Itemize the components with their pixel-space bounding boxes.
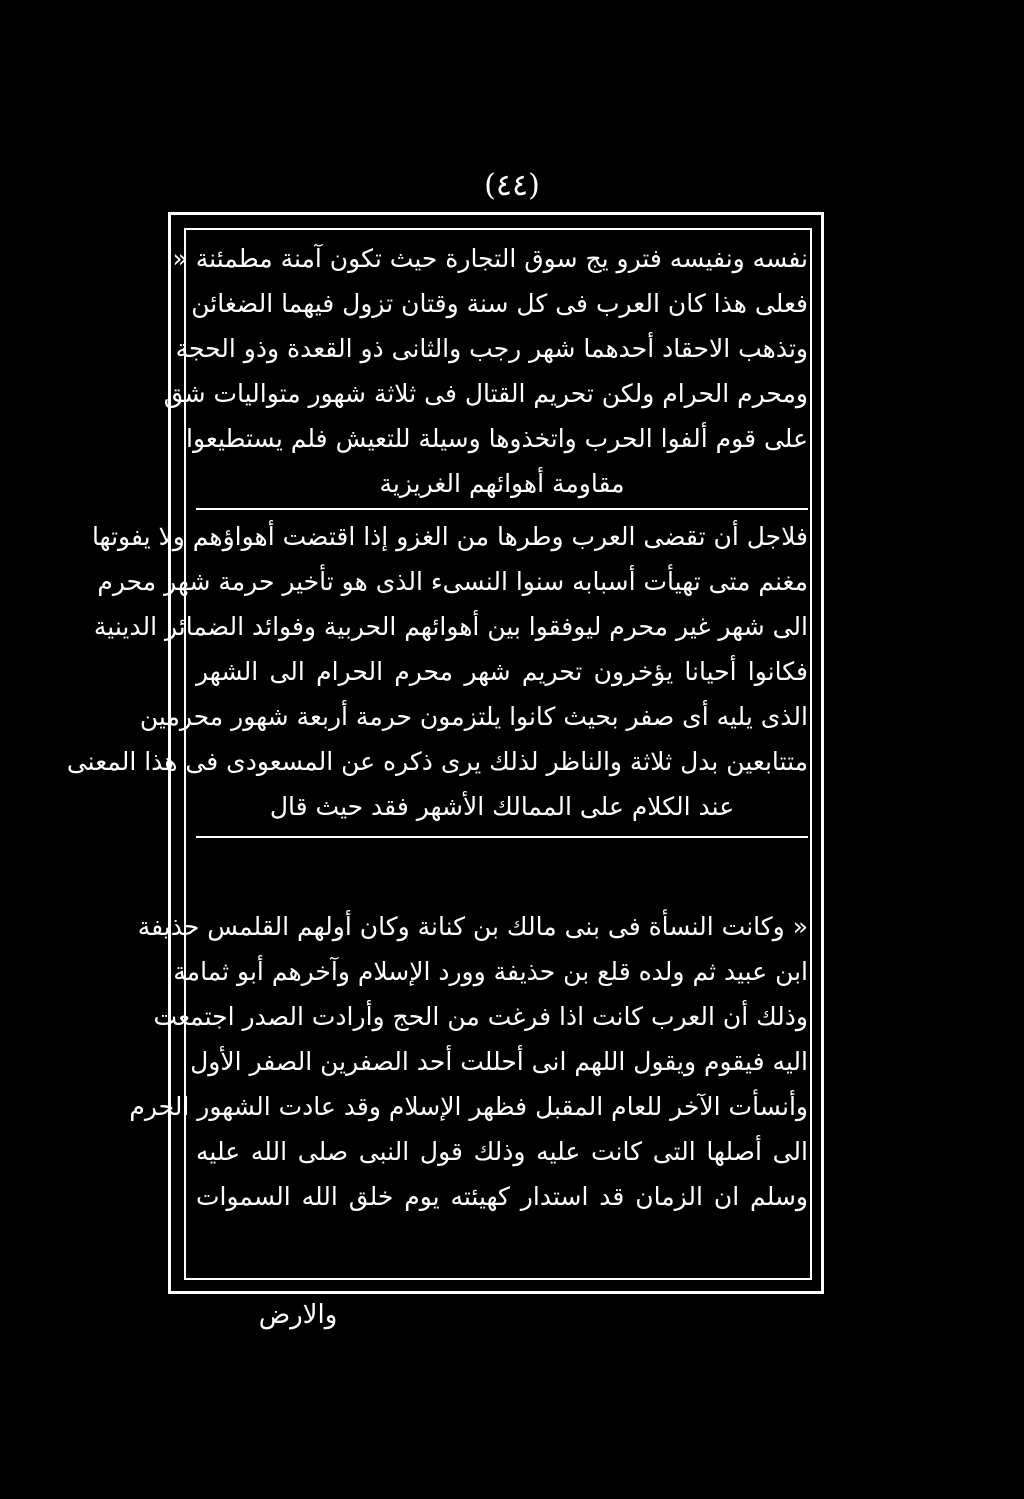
paragraph-1: [163, 236, 808, 506]
page-number: (٤٤): [484, 168, 540, 203]
text-line: على قوم ألفوا الحرب واتخذوها وسيلة للتعيش فلم يستطيعوا: [186, 424, 808, 453]
section-divider: [196, 508, 808, 510]
text-line: مغنم متى تهيأت أسبابه سنوا النسىء الذى هو تأخير حرمة شهر محرم: [97, 567, 808, 596]
text-line: ابن عبيد ثم ولده قلع بن حذيفة وورد الإسلام وآخرهم أبو ثمامة: [173, 957, 808, 986]
text-line: وسلم ان الزمان قد استدار كهيئته يوم خلق الله السموات: [196, 1182, 808, 1211]
text-line: فكانوا أحيانا يؤخرون تحريم شهر محرم الحرام الى الشهر: [196, 657, 808, 686]
text-line: نفسه ونفيسه فترو يج سوق التجارة حيث تكون آمنة مطمئنة «: [172, 244, 808, 273]
section-divider: [196, 836, 808, 838]
text-line: وأنسأت الآخر للعام المقبل فظهر الإسلام وقد عادت الشهور الحرم: [129, 1092, 808, 1121]
paragraph-3: [129, 904, 808, 1219]
text-line: الذى يليه أى صفر بحيث كانوا يلتزمون حرمة أربعة شهور محرمين: [139, 702, 808, 731]
text-line: مقاومة أهوائهم الغريزية: [379, 469, 625, 498]
text-line: اليه فيقوم ويقول اللهم انى أحللت أحد الصفرين الصفر الأول: [190, 1047, 808, 1076]
text-line: وذلك أن العرب كانت اذا فرغت من الحج وأرادت الصدر اجتمعت: [153, 1002, 808, 1031]
text-line: فعلى هذا كان العرب فى كل سنة وقتان تزول فيهما الضغائن: [191, 289, 808, 318]
text-line: « وكانت النسأة فى بنى مالك بن كنانة وكان أولهم القلمس حذيفة: [137, 912, 808, 941]
text-line: فلاجل أن تقضى العرب وطرها من الغزو إذا اقتضت أهواؤهم ولا يفوتها: [91, 522, 808, 551]
text-line: عند الكلام على الممالك الأشهر فقد حيث قال: [269, 792, 735, 821]
text-line: الى أصلها التى كانت عليه وذلك قول النبى صلى الله عليه: [196, 1137, 808, 1166]
text-line: وتذهب الاحقاد أحدهما شهر رجب والثانى ذو القعدة وذو الحجة: [175, 334, 808, 363]
page-text-block: [66, 236, 808, 1272]
text-line: الى شهر غير محرم ليوفقوا بين أهوائهم الحربية وفوائد الضمائر الدينية: [93, 612, 808, 641]
text-line: ومحرم الحرام ولكن تحريم القتال فى ثلاثة شهور متواليات شق: [163, 379, 808, 408]
catchword: والارض: [258, 1300, 338, 1330]
paragraph-2: [66, 514, 808, 829]
text-line: متتابعين بدل ثلاثة والناظر لذلك يرى ذكره عن المسعودى فى هذا المعنى: [66, 747, 808, 776]
